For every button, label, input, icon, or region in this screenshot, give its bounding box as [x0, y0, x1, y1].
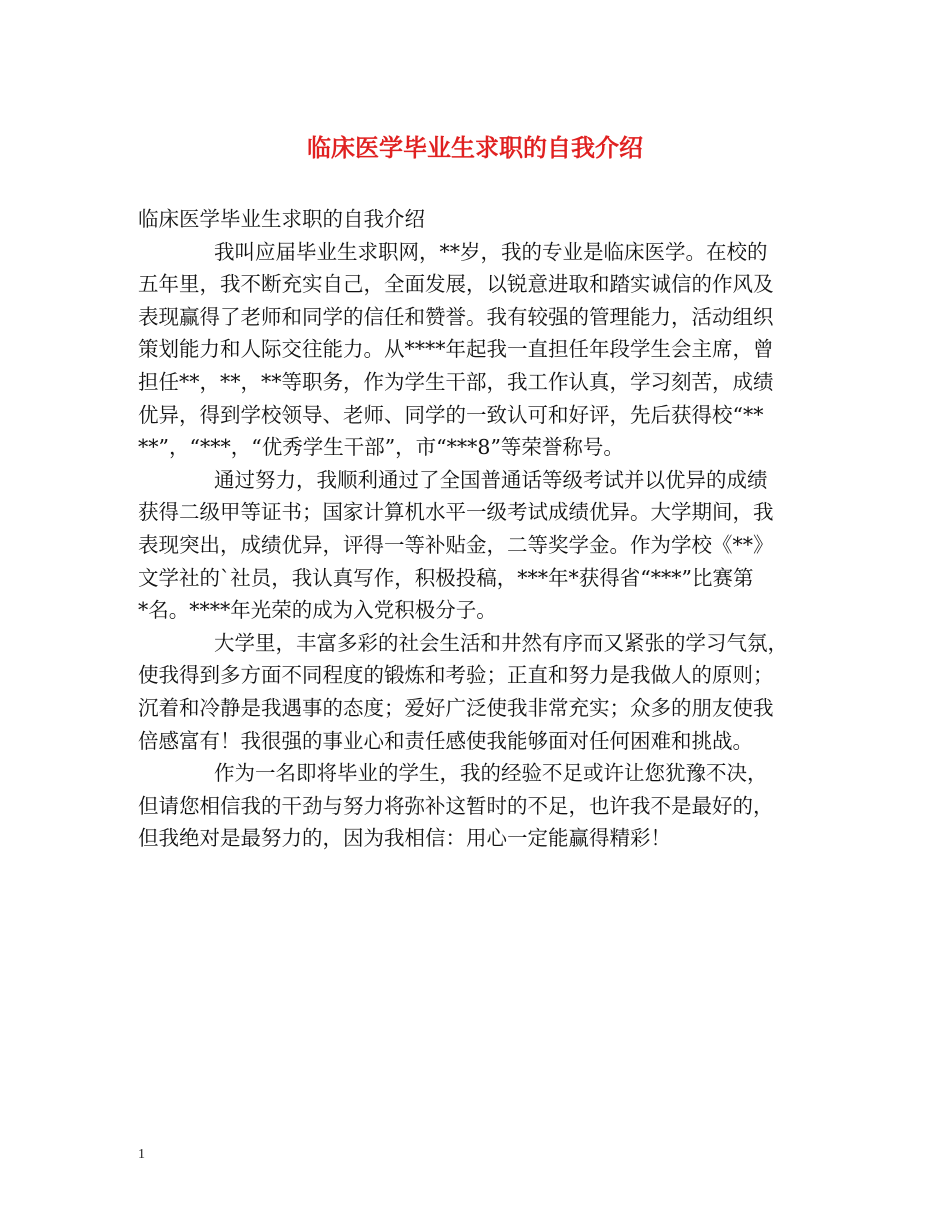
text-line: 使我得到多方面不同程度的锻炼和考验；正直和努力是我做人的原则； [138, 663, 774, 688]
text-line: 大学里，丰富多彩的社会生活和井然有序而又紧张的学习气氛， [214, 630, 788, 655]
text-line: 但我绝对是最努力的，因为我相信：用心一定能赢得精彩！ [138, 826, 671, 851]
text-line: 担任**，**，**等职务，作为学生干部，我工作认真，学习刻苦，成绩 [138, 369, 774, 394]
text-line: 五年里，我不断充实自己，全面发展，以锐意进取和踏实诚信的作风及 [138, 272, 774, 297]
text-line: **”，“***，“优秀学生干部”，市“***8”等荣誉称号。 [138, 435, 624, 460]
text-line: *名。****年光荣的成为入党积极分子。 [138, 598, 497, 623]
text-line: 表现赢得了老师和同学的信任和赞誉。我有较强的管理能力，活动组织 [138, 304, 774, 329]
text-line: 优异，得到学校领导、老师、同学的一致认可和好评，先后获得校“** [138, 402, 764, 427]
paragraph-2 [138, 464, 828, 627]
document-subtitle: 临床医学毕业生求职的自我介绍 [138, 207, 425, 231]
text-line: 通过努力，我顺利通过了全国普通话等级考试并以优异的成绩 [214, 467, 768, 492]
text-line: 策划能力和人际交往能力。从****年起我一直担任年段学生会主席，曾 [138, 337, 774, 362]
paragraph-4 [138, 757, 828, 855]
paragraph-1 [138, 236, 828, 464]
paragraph-3 [138, 627, 828, 757]
document-title: 临床医学毕业生求职的自我介绍 [307, 134, 643, 162]
text-line: 文学社的`社员，我认真写作，积极投稿，***年*获得省“***”比赛第 [138, 565, 754, 590]
text-line: 我叫应届毕业生求职网，**岁，我的专业是临床医学。在校的 [214, 239, 768, 264]
text-line: 作为一名即将毕业的学生，我的经验不足或许让您犹豫不决， [214, 761, 768, 786]
text-line: 但请您相信我的干劲与努力将弥补这暂时的不足，也许我不是最好的， [138, 793, 774, 818]
page-number: 1 [138, 1147, 145, 1162]
text-line: 获得二级甲等证书；国家计算机水平一级考试成绩优异。大学期间，我 [138, 500, 774, 525]
text-line: 表现突出，成绩优异，评得一等补贴金，二等奖学金。作为学校《**》 [138, 532, 774, 557]
text-line: 沉着和冷静是我遇事的态度；爱好广泛使我非常充实；众多的朋友使我 [138, 695, 774, 720]
text-line: 倍感富有！我很强的事业心和责任感使我能够面对任何困难和挑战。 [138, 728, 753, 753]
document-body [138, 203, 828, 855]
